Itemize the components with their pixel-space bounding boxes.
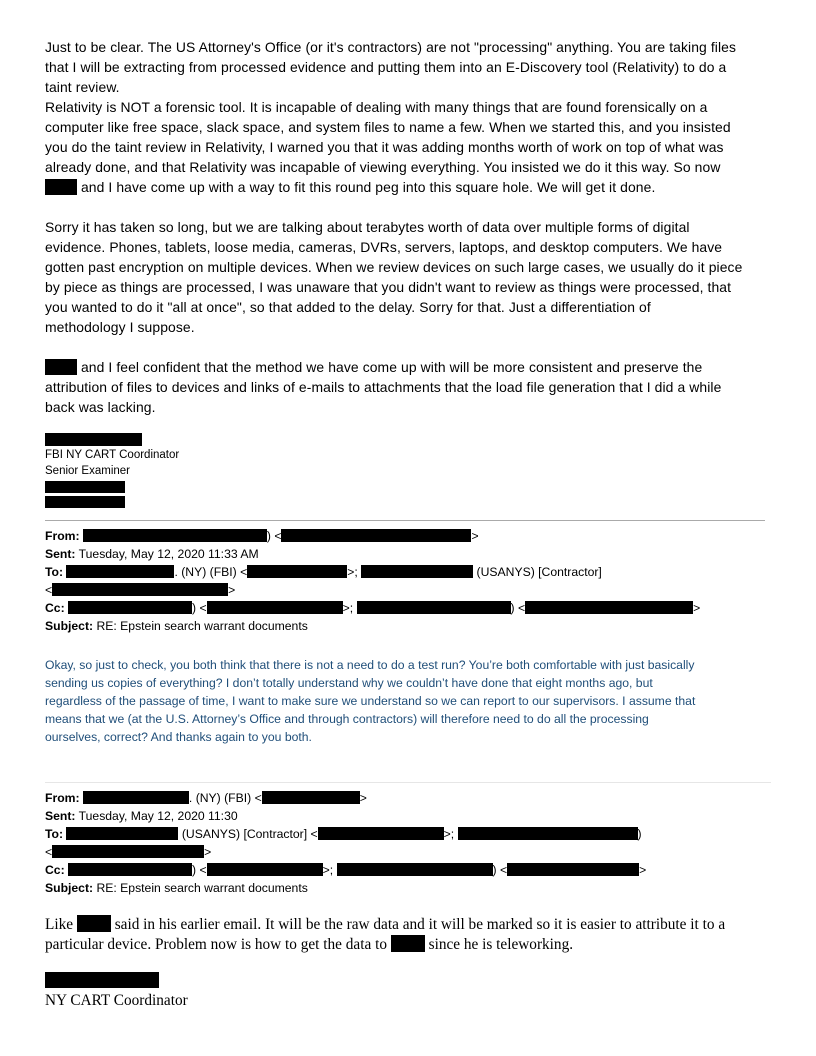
- subject-value: RE: Epstein search warrant documents: [96, 881, 308, 895]
- email1-line-text: and I feel confident that the method we have come up with will be more consistent and preserve the: [77, 359, 703, 375]
- redaction: [45, 972, 159, 988]
- redaction: [45, 179, 77, 195]
- signature-title: FBI NY CART Coordinator: [45, 449, 180, 461]
- from-text: >: [359, 791, 367, 805]
- sent-label: Sent:: [45, 547, 76, 561]
- email3-signature: [45, 972, 773, 1011]
- redaction: [52, 583, 228, 596]
- email1-line: [45, 177, 773, 197]
- email1-line: gotten past encryption on multiple devices. When we review devices on such large cases, we usually do it piece: [45, 259, 743, 275]
- subject-value: RE: Epstein search warrant documents: [96, 619, 308, 633]
- from-text: ) <: [266, 529, 282, 543]
- email1-line: taint review.: [45, 79, 120, 95]
- redaction: [66, 565, 174, 578]
- redaction: [68, 863, 192, 876]
- email1-line-text: and I have come up with a way to fit this round peg into this square hole. We will get it done.: [77, 179, 656, 195]
- signature-title: NY CART Coordinator: [45, 992, 188, 1009]
- to-text: >;: [443, 827, 455, 841]
- email2-line: ourselves, correct? And thanks again to you both.: [45, 730, 312, 744]
- email1-signature: [45, 433, 773, 508]
- email1-line: by piece as things are processed, I was unaware that you didn't want to review as things were processed, that: [45, 279, 732, 295]
- from-text: >: [471, 529, 479, 543]
- email3-line-text: since he is teleworking.: [424, 936, 574, 953]
- redaction: [52, 845, 204, 858]
- cc-line: [45, 599, 773, 617]
- redaction: [83, 529, 267, 542]
- cc-text: >;: [342, 601, 354, 615]
- to-text: <: [45, 583, 53, 597]
- email3-line-text: particular device. Problem now is how to get the data to: [45, 936, 387, 953]
- to-text: (USANYS) [Contractor] <: [181, 827, 318, 841]
- subject-line: [45, 879, 773, 897]
- from-label: From:: [45, 529, 80, 543]
- email3-line-text: Like: [45, 916, 74, 933]
- from-line: [45, 527, 773, 545]
- to-line: [45, 563, 773, 581]
- to-label: To:: [45, 827, 64, 841]
- redaction: [45, 359, 77, 375]
- to-line-2: [45, 843, 773, 861]
- email1-line: attribution of files to devices and links of e-mails to attachments that the load file generation that I did a while: [45, 379, 722, 395]
- email3-body: [45, 915, 773, 955]
- redaction: [458, 827, 638, 840]
- sent-value: Tuesday, May 12, 2020 11:33 AM: [78, 547, 259, 561]
- email2-line: Okay, so just to check, you both think that there is not a need to do a test run? You’re both comfortable with just basically: [45, 658, 695, 672]
- cc-label: Cc:: [45, 863, 65, 877]
- redaction: [66, 827, 178, 840]
- redaction: [45, 496, 125, 508]
- redaction: [337, 863, 493, 876]
- email1-line: evidence. Phones, tablets, loose media, cameras, DVRs, servers, laptops, and desktop computers. We have: [45, 239, 723, 255]
- redaction: [247, 565, 347, 578]
- email1-line: [45, 357, 773, 377]
- from-label: From:: [45, 791, 80, 805]
- signature-role: Senior Examiner: [45, 465, 131, 477]
- to-text: . (NY) (FBI) <: [174, 565, 248, 579]
- redaction: [83, 791, 189, 804]
- redaction: [77, 915, 111, 932]
- email1-body: [45, 37, 773, 417]
- to-text: ): [637, 827, 642, 841]
- cc-text: >;: [322, 863, 334, 877]
- redaction: [525, 601, 693, 614]
- email1-line: already done, and that Relativity was incapable of viewing everything. You insisted we do it this way. So now: [45, 159, 721, 175]
- document-page: [45, 37, 773, 1011]
- redaction: [262, 791, 360, 804]
- redaction: [361, 565, 473, 578]
- email1-line: Sorry it has taken so long, but we are talking about terabytes worth of data over multiple forms of digital: [45, 219, 690, 235]
- sent-value: Tuesday, May 12, 2020 11:30: [78, 809, 238, 823]
- cc-label: Cc:: [45, 601, 65, 615]
- message-separator: [45, 782, 771, 783]
- to-text: (USANYS) [Contractor]: [476, 565, 602, 579]
- redaction: [391, 935, 425, 952]
- to-label: To:: [45, 565, 64, 579]
- sent-line: [45, 545, 773, 563]
- email2-header: [45, 527, 773, 635]
- redaction: [207, 601, 343, 614]
- cc-text: >: [639, 863, 647, 877]
- redaction: [281, 529, 471, 542]
- email2-body: [45, 656, 773, 746]
- to-text: >: [204, 845, 212, 859]
- email2-line: sending us copies of everything? I don’t totally understand why we couldn’t have done that eight months ago, but: [45, 676, 653, 690]
- to-line-2: [45, 581, 773, 599]
- from-line: [45, 789, 773, 807]
- redaction: [45, 481, 125, 493]
- from-text: . (NY) (FBI) <: [188, 791, 262, 805]
- sent-line: [45, 807, 773, 825]
- redaction: [507, 863, 639, 876]
- redaction: [45, 433, 142, 446]
- redaction: [207, 863, 323, 876]
- redaction: [357, 601, 511, 614]
- subject-line: [45, 617, 773, 635]
- subject-label: Subject:: [45, 619, 94, 633]
- email1-line: Just to be clear. The US Attorney's Office (or it's contractors) are not "processing" anything. You are taking files: [45, 39, 737, 55]
- email3-line-text: said in his earlier email. It will be the raw data and it will be marked so it is easier to attribute it to a: [110, 916, 726, 933]
- email3-header: [45, 789, 773, 897]
- email1-line: computer like free space, slack space, and system files to name a few. When we started this, and you insisted: [45, 119, 731, 135]
- to-line: [45, 825, 773, 843]
- email2-line: means that we (at the U.S. Attorney’s Office and through contractors) will therefore need to do all the processing: [45, 712, 649, 726]
- email3-line: [45, 915, 773, 935]
- to-text: >: [228, 583, 236, 597]
- cc-text: >: [693, 601, 701, 615]
- sent-label: Sent:: [45, 809, 76, 823]
- email1-line: Relativity is NOT a forensic tool. It is incapable of dealing with many things that are found forensically on a: [45, 99, 708, 115]
- email2-line: regardless of the passage of time, I want to make sure we understand so we can report to our supervisors. I assume that: [45, 694, 696, 708]
- to-text: <: [45, 845, 53, 859]
- cc-text: ) <: [192, 601, 207, 615]
- subject-label: Subject:: [45, 881, 94, 895]
- cc-line: [45, 861, 773, 879]
- email1-line: you wanted to do it "all at once", so that added to the delay. Sorry for that. Just a differentiation of: [45, 299, 651, 315]
- email3-line: [45, 935, 773, 955]
- message-separator: [45, 520, 765, 521]
- email1-line: methodology I suppose.: [45, 319, 195, 335]
- redaction: [318, 827, 444, 840]
- email1-line: back was lacking.: [45, 399, 156, 415]
- cc-text: ) <: [192, 863, 207, 877]
- cc-text: ) <: [510, 601, 526, 615]
- cc-text: ) <: [492, 863, 508, 877]
- email1-line: you do the taint review in Relativity, I warned you that it was adding months worth of work on top of what was: [45, 139, 724, 155]
- redaction: [68, 601, 192, 614]
- to-text: >;: [347, 565, 358, 579]
- email1-line: that I will be extracting from processed evidence and putting them into an E-Discovery tool (Relativity) to do a: [45, 59, 727, 75]
